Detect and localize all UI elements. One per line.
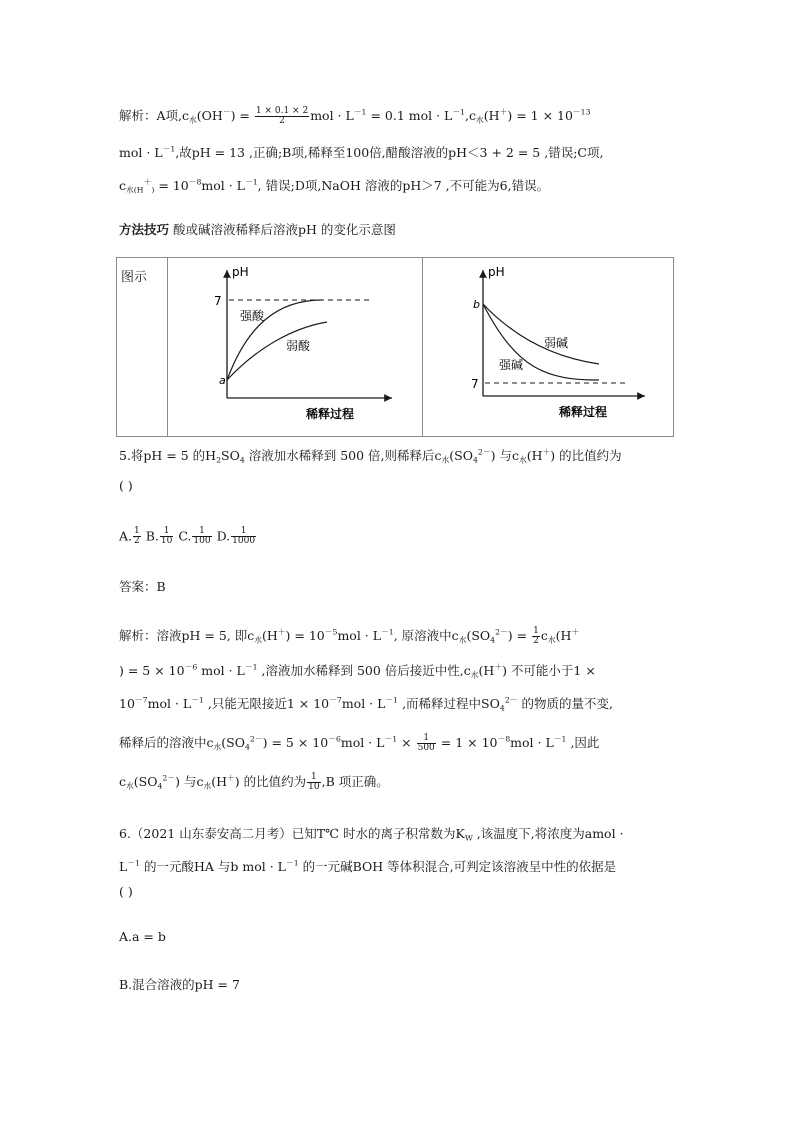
subscript: 4 — [244, 742, 250, 752]
text-run: 酸或碱溶液稀释后溶液pH 的变化示意图 — [169, 222, 396, 237]
superscript: －8 — [188, 177, 202, 187]
text-run: × — [397, 735, 416, 750]
subscript: 水 — [203, 781, 212, 791]
subscript: 水 — [518, 455, 527, 465]
text-run: 解析：A项,c — [119, 108, 190, 123]
superscript: －1 — [452, 107, 466, 117]
fraction-denominator: 2 — [533, 636, 539, 646]
superscript: －1 — [353, 107, 367, 117]
text-line — [119, 527, 257, 547]
acid-dilution-diagram — [172, 260, 422, 436]
subscript: 水 — [441, 455, 450, 465]
text-run: mol · L — [340, 735, 385, 750]
superscript: －1 — [244, 177, 258, 187]
superscript: ＋ — [542, 447, 551, 457]
text-run: B.混合溶液的pH = 7 — [119, 977, 240, 992]
text-line — [119, 772, 389, 792]
text-run: mol · L — [337, 628, 382, 643]
text-run: , 错误;D项,NaOH 溶液的pH＞7 ,不可能为6,错误。 — [257, 178, 550, 193]
text-run: mol · L — [147, 696, 192, 711]
text-run: ) = — [230, 108, 254, 123]
superscript: －5 — [324, 627, 338, 637]
text-run: , 原溶液中c — [393, 628, 459, 643]
fraction-denominator: 1000 — [232, 536, 256, 547]
text-run: ) = 1 × 10 — [507, 108, 573, 123]
text-run: (H — [211, 774, 228, 789]
superscript: ＋ — [277, 627, 286, 637]
text-run: ( ) — [119, 884, 133, 899]
subscript: 水 — [254, 635, 262, 645]
superscript: －1 — [244, 662, 258, 672]
text-run: (SO — [221, 735, 245, 750]
superscript: －1 — [191, 695, 204, 705]
superscript: 2－ — [249, 734, 263, 744]
text-run: mol · L — [510, 735, 554, 750]
text-run: SO — [221, 448, 240, 463]
superscript: －1 — [553, 734, 567, 744]
superscript: －1 — [162, 144, 176, 154]
subscript: 水 — [213, 742, 222, 752]
fraction — [231, 527, 256, 547]
superscript: ＋ — [494, 662, 503, 672]
neutral-tick-label: 7 — [471, 377, 479, 391]
fraction-numerator: 1 — [134, 526, 140, 536]
text-line — [119, 143, 603, 161]
superscript: －6 — [328, 734, 341, 744]
superscript: －1 — [127, 858, 140, 868]
text-line — [119, 661, 596, 679]
strong-acid-label: 强酸 — [240, 309, 265, 323]
y-axis-label: pH — [232, 265, 249, 279]
superscript: －1 — [385, 695, 399, 705]
subscript: 4 — [239, 455, 245, 465]
subscript: 水 — [126, 781, 134, 791]
superscript: －8 — [497, 734, 511, 744]
superscript: 2－ — [162, 773, 176, 783]
text-run: ) 的比值约为 — [550, 448, 622, 463]
text-run: (SO — [466, 628, 491, 643]
text-run: (SO — [449, 448, 473, 463]
subscript: 4 — [473, 455, 478, 465]
text-run: ) 的比值约为 — [234, 774, 307, 789]
text-run: c — [119, 774, 127, 789]
start-point-label: a — [219, 374, 226, 387]
text-run: 稀释后的溶液中c — [119, 735, 214, 750]
text-run: c — [540, 628, 548, 643]
superscript: －1 — [285, 858, 299, 868]
superscript: ＋ — [227, 773, 235, 783]
text-run: (H — [262, 628, 278, 643]
y-axis-label: pH — [488, 265, 505, 279]
superscript: －1 — [384, 734, 398, 744]
text-line — [119, 446, 622, 464]
text-run: ) = 10 — [285, 628, 325, 643]
superscript: － — [222, 107, 231, 117]
superscript: －13 — [572, 107, 591, 117]
fraction-numerator: 1 — [533, 625, 539, 636]
text-run: 解析：溶液pH = 5, 即c — [119, 628, 255, 643]
text-run: A.a = b — [119, 929, 166, 944]
superscript: ＋ — [571, 627, 580, 637]
fraction-denominator: 2 — [279, 116, 285, 126]
superscript: ＋ — [499, 107, 508, 117]
text-run: = 0.1 mol · L — [366, 108, 453, 123]
text-line — [119, 220, 396, 238]
text-line — [119, 694, 613, 712]
fraction-numerator: 1 × 0.1 × 2 — [255, 105, 309, 116]
subscript: 2 — [216, 455, 222, 465]
x-axis-label: 稀释过程 — [559, 405, 608, 419]
superscript: 2－ — [504, 695, 518, 705]
weak-acid-label: 弱酸 — [286, 339, 311, 353]
strong-base-label: 强碱 — [499, 358, 524, 372]
text-line — [119, 577, 166, 595]
text-line — [119, 975, 240, 993]
text-run: = 1 × 10 — [436, 735, 498, 750]
text-run: = 10 — [154, 178, 189, 193]
text-run: ) 与c — [490, 448, 519, 463]
superscript: 2－ — [477, 447, 491, 457]
text-run: ,只能无限接近1 × 10 — [203, 696, 330, 711]
text-run: ,B 项正确。 — [321, 774, 389, 789]
text-line — [119, 626, 579, 646]
fraction — [532, 627, 540, 647]
subscript: W — [464, 833, 473, 843]
text-run: D. — [212, 528, 231, 544]
subscript: 4 — [490, 635, 496, 645]
text-run: mol · L — [201, 178, 245, 193]
fraction-denominator: 2 — [134, 536, 140, 547]
text-run: (SO — [133, 774, 158, 789]
weak-base-label: 弱碱 — [544, 336, 569, 350]
diagram-table — [116, 257, 674, 437]
subscript: 水 — [189, 115, 197, 125]
text-line — [119, 929, 166, 944]
text-run: ,而稀释过程中SO — [398, 696, 500, 711]
superscript: －7 — [329, 695, 342, 705]
fraction-numerator: 1 — [417, 734, 436, 744]
superscript: ＋ — [143, 177, 152, 187]
text-run: (H — [483, 108, 500, 123]
subscript: ) — [151, 185, 155, 195]
fraction — [192, 527, 211, 547]
text-run: A. — [119, 528, 133, 544]
table-label: 图示 — [121, 270, 148, 285]
text-run: 溶液加水稀释到 500 倍,则稀释后c — [244, 448, 442, 463]
text-run: mol · L — [119, 145, 163, 160]
start-point-label: b — [473, 298, 480, 311]
superscript: 2－ — [495, 627, 508, 637]
x-axis-label: 稀释过程 — [306, 407, 355, 421]
fraction-denominator: 10 — [308, 782, 320, 792]
text-line — [119, 824, 624, 842]
text-run: ,该温度下,将浓度为amol · — [472, 826, 624, 841]
text-run: ) = — [507, 628, 532, 643]
table-divider — [422, 258, 423, 436]
text-run: L — [119, 859, 128, 874]
text-run: ,溶液加水稀释到 500 倍后接近中性,c — [257, 663, 471, 678]
text-run: mol · L — [341, 696, 386, 711]
text-run: 的一元酸HA 与b mol · L — [140, 859, 286, 874]
text-line — [119, 884, 133, 899]
text-line — [119, 106, 591, 126]
fraction-numerator: 1 — [307, 773, 320, 783]
text-run: 5.将pH = 5 的H — [119, 448, 217, 463]
fraction-denominator: 500 — [417, 743, 435, 753]
text-run: ,因此 — [566, 735, 600, 750]
fraction-denominator: 100 — [193, 536, 211, 547]
text-line — [119, 478, 133, 493]
subscript: 水(H — [126, 185, 144, 195]
text-line — [119, 857, 616, 875]
text-run: 的一元碱BOH 等体积混合,可判定该溶液呈中性的依据是 — [298, 859, 617, 874]
text-run: ) = 5 × 10 — [262, 735, 329, 750]
base-dilution-diagram — [427, 260, 672, 436]
weak-acid-curve — [227, 322, 327, 380]
text-run: ) 不可能小于1 × — [502, 663, 596, 678]
fraction — [307, 773, 320, 793]
fraction-numerator: 1 — [160, 527, 173, 537]
text-run: ,故pH = 13 ,正确;B项,稀释至100倍,醋酸溶液的pH＜3 + 2 = 5 ,错误;C项, — [175, 145, 604, 160]
table-divider — [167, 258, 168, 436]
text-run: B. — [141, 528, 159, 544]
superscript: －6 — [184, 662, 198, 672]
fraction — [160, 527, 173, 547]
fraction — [133, 527, 141, 547]
text-line — [119, 176, 549, 194]
text-run: ( ) — [119, 478, 133, 493]
fraction-numerator: 1 — [192, 527, 211, 537]
text-run: 答案：B — [119, 579, 166, 594]
text-run: ) = 5 × 10 — [119, 663, 185, 678]
text-run: 的物质的量不变, — [517, 696, 613, 711]
text-run: c — [119, 178, 127, 193]
fraction-numerator: 1 — [231, 527, 256, 537]
subscript: 水 — [470, 670, 479, 680]
text-run: 6.（2021 山东泰安高二月考）已知T℃ 时水的离子积常数为K — [119, 826, 465, 841]
text-run: (H — [555, 628, 572, 643]
text-run: ,c — [465, 108, 477, 123]
subscript: 4 — [499, 703, 505, 713]
text-run: mol · L — [310, 108, 354, 123]
subscript: 4 — [157, 781, 163, 791]
superscript: －1 — [381, 627, 394, 637]
fraction — [417, 734, 436, 754]
fraction-denominator: 10 — [160, 536, 173, 547]
text-line — [119, 733, 599, 753]
text-run: ) 与c — [175, 774, 204, 789]
subscript: 水 — [476, 115, 484, 125]
text-run: C. — [174, 528, 192, 544]
text-run: (H — [478, 663, 495, 678]
neutral-tick-label: 7 — [214, 294, 222, 308]
fraction — [255, 107, 309, 127]
text-run: 10 — [119, 696, 135, 711]
section-heading: 方法技巧 — [119, 222, 170, 237]
text-run: mol · L — [197, 663, 245, 678]
superscript: －7 — [134, 695, 148, 705]
subscript: 水 — [547, 635, 556, 645]
text-run: (OH — [196, 108, 223, 123]
text-run: (H — [526, 448, 543, 463]
subscript: 水 — [458, 635, 467, 645]
